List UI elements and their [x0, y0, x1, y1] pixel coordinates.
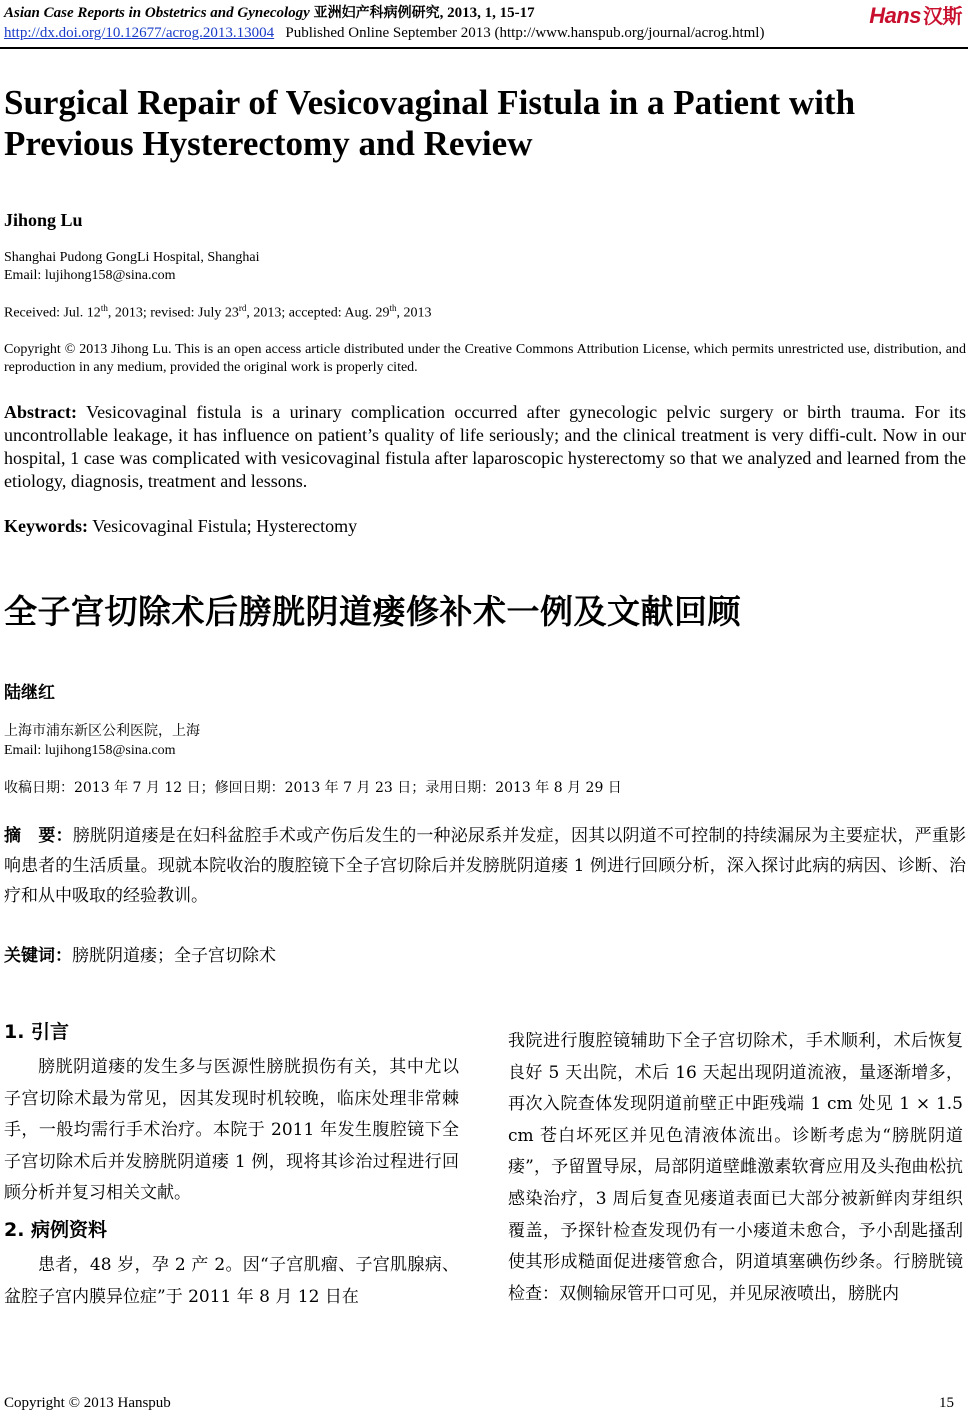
published-online: Published Online September 2013 (http://www.hanspub.org/journal/acrog.html) [285, 25, 765, 41]
journal-header [4, 2, 535, 22]
superscript: th [389, 303, 397, 313]
affiliation: Shanghai Pudong GongLi Hospital, Shanghai [4, 250, 260, 265]
journal-name-cn: 亚洲妇产科病例研究 [313, 5, 440, 21]
superscript: rd [238, 303, 247, 313]
keywords-english [4, 516, 357, 537]
keywords-text: Vesicovaginal Fistula; Hysterectomy [92, 516, 358, 536]
email: Email: lujihong158@sina.com [4, 268, 176, 283]
title-english: Surgical Repair of Vesicovaginal Fistula in a Patient with Previous Hysterectomy and Review [4, 83, 856, 163]
abstract-text-cn: 膀胱阴道瘘是在妇科盆腔手术或产伤后发生的一种泌尿系并发症，因其以阴道不可控制的持续漏尿为主要症状，严重影响患者的生活质量。现就本院收治的腹腔镜下全子宫切除后并发膀胱阴道瘘 1 例进行回顾分析，深入探讨此病的病因、诊断、治疗和从中吸取的经验教训。 [4, 826, 967, 906]
hanspub-logo [869, 0, 962, 29]
received-dates [4, 303, 431, 322]
page-number: 15 [939, 1395, 954, 1411]
footer-copyright: Copyright © 2013 Hanspub [4, 1395, 171, 1411]
doi-link[interactable]: http://dx.doi.org/10.12677/acrog.2013.13004 [4, 25, 275, 41]
keywords-chinese [4, 941, 276, 966]
doi-line [4, 25, 764, 42]
keywords-text-cn: 膀胱阴道瘘；全子宫切除术 [72, 946, 276, 966]
journal-name: Asian Case Reports in Obstetrics and Gynecology [4, 5, 310, 21]
affiliation-english [4, 249, 260, 285]
title-chinese: 全子宫切除术后膀胱阴道瘘修补术一例及文献回顾 [4, 592, 741, 631]
abstract-label: Abstract: [4, 402, 77, 422]
author-chinese: 陆继红 [4, 683, 55, 703]
author-english: Jihong Lu [4, 210, 83, 230]
abstract-chinese [4, 821, 966, 911]
body-column-right [508, 1026, 963, 1310]
affiliation-chinese [4, 721, 200, 761]
accepted-part: , 2013; accepted: Aug. 29 [246, 305, 390, 321]
keywords-label: Keywords: [4, 516, 88, 536]
logo-text: Hans [869, 3, 921, 28]
abstract-english [4, 401, 966, 493]
affiliation-cn: 上海市浦东新区公利医院，上海 [4, 723, 200, 739]
abstract-text: Vesicovaginal fistula is a urinary complication occurred after gynecologic pelvic surgery or birth trauma. For its uncontrollable leakage, it has influence on patient’s quality of life seriously; and the clinical treatment is very diffi-cult. Now in our hospital, 1 case was complicated with vesicovaginal fistula after laparoscopic hysterectomy so that we analyzed and learned from the etiology, diagnosis, treatment and lessons. [4, 402, 966, 491]
superscript: th [100, 303, 108, 313]
paragraph: 膀胱阴道瘘的发生多与医源性膀胱损伤有关，其中尤以子宫切除术最为常见，因其发现时机较晚，临床处理非常棘手，一般均需行手术治疗。本院于 2011 年发生腹腔镜下全子宫切除术后并发膀胱阴道瘘 1 例，现将其诊治过程进行回顾分析并复习相关文献。 [4, 1057, 459, 1204]
received-dates-cn: 收稿日期：2013 年 7 月 12 日；修回日期：2013 年 7 月 23 日；录用日期：2013 年 8 月 29 日 [4, 780, 622, 796]
body-column-left [4, 1012, 459, 1313]
section-heading: 1. 引言 [4, 1021, 70, 1043]
keywords-label-cn: 关键词： [4, 946, 72, 966]
abstract-label-cn: 摘 要： [4, 826, 73, 846]
received-part: Received: Jul. 12 [4, 305, 101, 321]
paragraph: 我院进行腹腔镜辅助下全子宫切除术，手术顺利，术后恢复良好 5 天出院，术后 16 天起出现阴道流液，量逐渐增多，再次入院查体发现阴道前壁正中距残端 1 cm 处见 1 × 1.5 cm 苍白坏死区并见色清液体流出。诊断考虑为“膀胱阴道瘘”，予留置导尿，局部阴道壁雌激素软膏应用及头孢曲松抗感染治疗，3 周后复查见瘘道表面已大部分被新鲜肉芽组织覆盖，予探针检查发现仍有一小瘘道未愈合，予小刮匙搔刮使其形成糙面促进瘘管愈合，阴道填塞碘伤纱条。行膀胱镜检查：双侧输尿管开口可见，并见尿液喷出，膀胱内 [508, 1031, 963, 1304]
logo-text-cn: 汉斯 [923, 4, 962, 28]
section-heading: 2. 病例资料 [4, 1218, 108, 1241]
copyright-notice: Copyright © 2013 Jihong Lu. This is an open access article distributed under the Creative Commons Attribution License, which permits unrestricted use, distribution, and reproduction in any medium, provided the original work is properly cited. [4, 342, 966, 375]
paragraph: 患者，48 岁，孕 2 产 2。因“子宫肌瘤、子宫肌腺病、盆腔子宫内膜异位症”于 2011 年 8 月 12 日在 [4, 1254, 459, 1307]
year-part: , 2013 [396, 305, 432, 321]
header-rule [0, 47, 968, 49]
journal-volume: , 2013, 1, 15-17 [439, 5, 535, 21]
revised-part: , 2013; revised: July 23 [107, 305, 239, 321]
email-cn: Email: lujihong158@sina.com [4, 743, 176, 758]
